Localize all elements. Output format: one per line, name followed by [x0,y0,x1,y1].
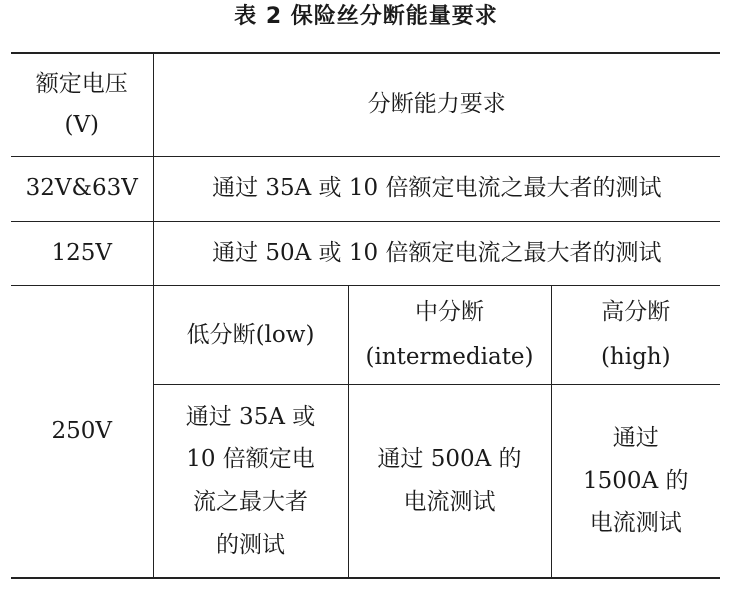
header-rated-voltage [11,53,153,157]
requirement-cell-low [153,385,348,579]
voltage-cell: 125V [11,222,153,286]
level-name: 高分断 [601,299,671,326]
level-name-en: (high) [600,344,671,370]
requirement-line: 1500A 的 [583,467,689,494]
level-name-en: (intermediate) [365,344,534,370]
table-row [11,157,720,222]
table-header-row [11,53,720,157]
requirement-line: 10 倍额定电 [186,446,315,473]
requirement-cell-high [551,385,720,579]
fuse-breaking-capacity-table [11,52,720,579]
table-row [11,222,720,286]
level-cell-low [153,286,348,385]
requirement-line: 通过 35A 或 [185,403,316,430]
header-breaking-requirement: 分断能力要求 [153,53,720,157]
requirement-line: 通过 [612,425,659,452]
requirement-line: 流之最大者 [193,489,308,515]
level-name: 低分断(low) [186,321,315,348]
level-cell-intermediate [348,286,551,385]
requirement-cell: 通过 50A 或 10 倍额定电流之最大者的测试 [153,222,720,286]
table-caption: 表 2 保险丝分断能量要求 [234,4,498,29]
requirement-line: 的测试 [216,531,285,558]
requirement-cell-intermediate [348,385,551,579]
table-row-250v-levels [11,286,720,385]
voltage-cell: 32V&63V [11,157,153,222]
header-rated-voltage-line2: (V) [64,112,100,138]
header-rated-voltage-line1: 额定电压 [35,70,128,97]
voltage-cell-250v: 250V [11,286,153,579]
level-cell-high [551,286,720,385]
requirement-line: 通过 500A 的 [377,446,522,473]
requirement-line: 电流测试 [589,510,682,537]
requirement-line: 电流测试 [403,489,496,515]
level-name: 中分断 [415,299,484,326]
requirement-cell: 通过 35A 或 10 倍额定电流之最大者的测试 [153,157,720,222]
